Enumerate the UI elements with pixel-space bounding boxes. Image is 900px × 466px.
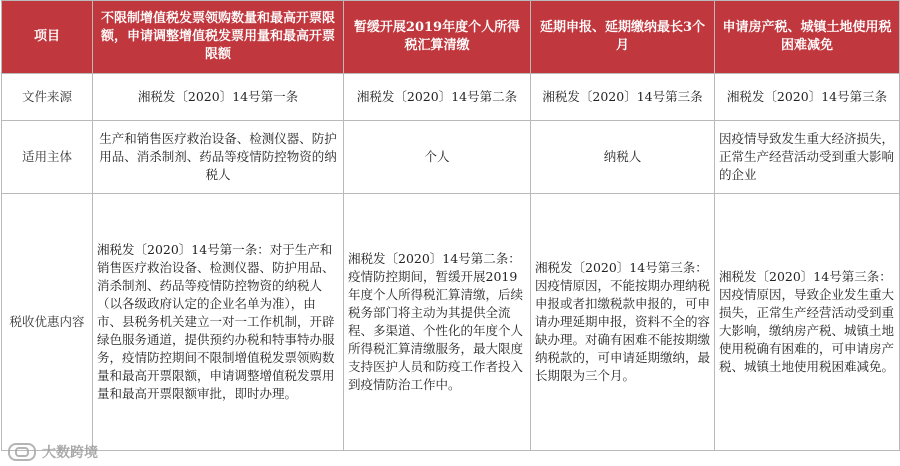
content-cell-2: 湘税发〔2020〕14号第二条：疫情防控期间，暂缓开展2019年度个人所得税汇算清缴，后续税务部门将主动为其提供全流程、多渠道、个性化的年度个人所得税汇算清缴服务，最大限度支持医护人员和防疫工作者投入到疫情防治工作中。 [344, 194, 531, 451]
table-header-row [2, 1, 900, 74]
header-invoice-limit: 不限制增值税发票领购数量和最高开票限额，申请调整增值税发票用量和最高开票限额 [93, 1, 344, 74]
header-item: 项目 [2, 1, 93, 74]
watermark-text: 大数跨境 [42, 445, 98, 461]
row-label-subject: 适用主体 [2, 121, 93, 194]
table-row-source [2, 74, 900, 121]
subject-cell-4: 因疫情导致发生重大经济损失，正常生产经营活动受到重大影响的企业 [715, 121, 900, 194]
content-cell-1: 湘税发〔2020〕14号第一条：对于生产和销售医疗救治设备、检测仪器、防护用品、消杀制剂、药品等疫情防控物资的纳税人（以各级政府认定的企业名单为准），由市、县税务机关建立一对一工作机制，开辟绿色服务通道，提供预约办税和特事特办服务，疫情防控期间不限制增值税发票领购数量和最高开票限额，申请调整增值税发票用量和最高开票限额审批，即时办理。 [93, 194, 344, 451]
watermark [8, 442, 98, 462]
policy-table [1, 0, 900, 451]
source-cell-2: 湘税发〔2020〕14号第二条 [344, 74, 531, 121]
subject-cell-3: 纳税人 [531, 121, 715, 194]
row-label-content: 税收优惠内容 [2, 194, 93, 451]
table-row-content [2, 194, 900, 451]
header-deferred-filing: 延期申报、延期缴纳最长3个月 [531, 1, 715, 74]
source-cell-1: 湘税发〔2020〕14号第一条 [93, 74, 344, 121]
source-cell-4: 湘税发〔2020〕14号第三条 [715, 74, 900, 121]
brand-logo-icon [8, 443, 36, 461]
source-cell-3: 湘税发〔2020〕14号第三条 [531, 74, 715, 121]
subject-cell-2: 个人 [344, 121, 531, 194]
header-property-tax-relief: 申请房产税、城镇土地使用税困难减免 [715, 1, 900, 74]
header-income-tax-defer: 暂缓开展2019年度个人所得税汇算清缴 [344, 1, 531, 74]
subject-cell-1: 生产和销售医疗救治设备、检测仪器、防护用品、消杀制剂、药品等疫情防控物资的纳税人 [93, 121, 344, 194]
row-label-source: 文件来源 [2, 74, 93, 121]
table-row-subject [2, 121, 900, 194]
content-cell-4: 湘税发〔2020〕14号第三条：因疫情原因，导致企业发生重大损失，正常生产经营活动受到重大影响，缴纳房产税、城镇土地使用税确有困难的，可申请房产税、城镇土地使用税困难减免。 [715, 194, 900, 451]
content-cell-3: 湘税发〔2020〕14号第三条：因疫情原因，不能按期办理纳税申报或者扣缴税款申报的，可申请办理延期申报，资料不全的容缺办理。对确有困难不能按期缴纳税款的，可申请延期缴纳，最长期限为三个月。 [531, 194, 715, 451]
